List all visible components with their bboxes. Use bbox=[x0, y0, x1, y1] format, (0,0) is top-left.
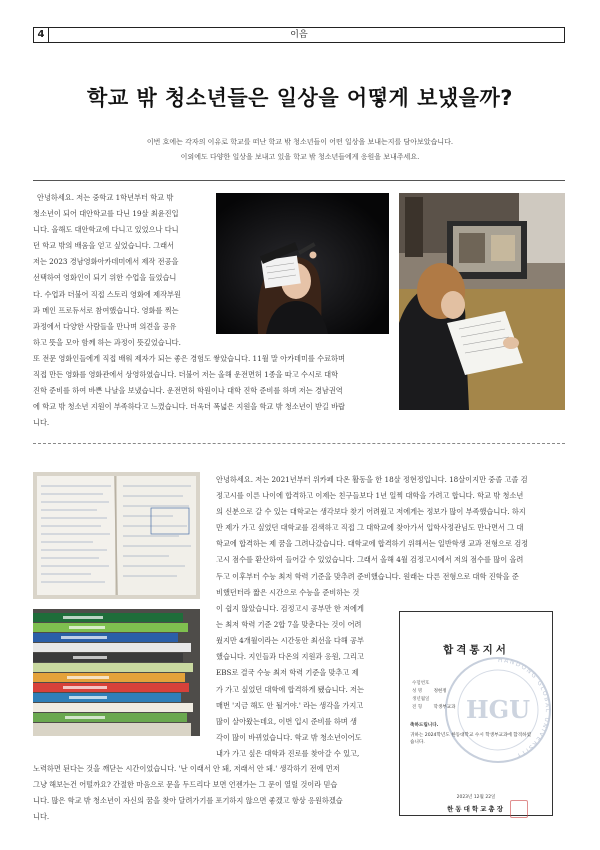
text-line: 하고 뜻을 모아 함께 하는 과정이 뜻깊었습니다. bbox=[33, 337, 181, 347]
cert-label: 성 명 bbox=[412, 689, 423, 694]
official-stamp-icon bbox=[510, 800, 528, 818]
cert-body-2: 습니다. bbox=[410, 740, 425, 745]
text-line: 니다. 올해도 대안학교에 다니고 있었으나 다니 bbox=[33, 225, 179, 235]
cert-label: 수험번호 bbox=[412, 681, 430, 686]
cert-field-name bbox=[412, 688, 447, 694]
cert-congrats: 축하드립니다. bbox=[410, 723, 439, 728]
cert-field-track bbox=[412, 704, 455, 710]
text-line: 니다. bbox=[33, 418, 50, 428]
cert-value: 학생부교과 bbox=[433, 705, 456, 710]
cert-body-1: 귀하는 2024학년도 한동대학교 수시 학생부교과에 합격하였 bbox=[410, 733, 532, 738]
text-line: 학교에 합격하는 제 꿈을 그려나갔습니다. 대학교에 합격하기 위해서는 일반학생 교과 전형으로 검정 bbox=[216, 539, 529, 549]
text-line: 과 메인 프로듀서로 참여했습니다. 영화를 찍는 bbox=[33, 305, 179, 315]
book-stack-photo-drawing bbox=[33, 609, 200, 736]
text-line: 니다. 많은 학교 밖 청소년이 자신의 꿈을 찾아 달려가기를 포기하지 않으면 좋겠고 항상 응원하겠습 bbox=[33, 796, 343, 806]
text-line: 다. 수업과 더불어 직접 스토리 영화에 제작부원 bbox=[33, 289, 181, 299]
story2-text-middle bbox=[216, 585, 390, 762]
text-line: 에 학교 밖 청소년 지원이 부족하다고 느꼈습니다. 더욱더 폭넓은 지원을 학교 밖 청소년이 받길 바랍 bbox=[33, 402, 345, 412]
text-line: 각이 많이 바뀌었습니다. 학교 밖 청소년이어도 bbox=[216, 732, 362, 742]
photo-notebook bbox=[33, 472, 200, 599]
text-line: 그냥 해보는건 어떨까요? 간절한 마음으로 문을 두드리다 보면 언젠가는 그 문이 열릴 것이라 믿습 bbox=[33, 780, 338, 790]
text-line: 선택하여 영화인이 되기 위한 수업을 들었습니 bbox=[33, 273, 177, 283]
page-title: 학교 밖 청소년들은 일상을 어떻게 보냈을까? bbox=[87, 86, 513, 110]
cert-date: 2023년 12월 22일 bbox=[456, 795, 496, 800]
text-line: 의 신분으로 갈 수 있는 대학교는 생각보다 찾기 어려웠고 저에게는 정보가 많이 부족했습니다. 하지 bbox=[216, 507, 526, 517]
intro-line-2: 이외에도 다양한 일상을 보내고 있을 학교 밖 청소년들에게 응원을 보내주세요. bbox=[180, 153, 420, 161]
text-line: 이 쉽지 않았습니다. 검정고시 공부만 한 저에게 bbox=[216, 604, 364, 614]
story1-text-bottom bbox=[33, 351, 389, 431]
acceptance-certificate bbox=[399, 611, 553, 816]
text-line: 과정에서 다양한 사람들을 만나며 의견을 공유 bbox=[33, 321, 177, 331]
text-line: 내가 가고 싶은 대학과 진로를 찾아갈 수 있고, bbox=[216, 748, 360, 758]
story1-text-top bbox=[33, 190, 211, 351]
intro-line-1: 이번 호에는 각자의 이유로 학교를 떠난 학교 밖 청소년들이 어떤 일상을 보내는지를 담아보았습니다. bbox=[146, 138, 454, 146]
text-line: 안녕하세요. 저는 2021년부터 위카페 다온 활동을 한 18살 정현정입니다. 18살이지만 중졸 고졸 검 bbox=[216, 475, 528, 484]
cert-value: 정현정 bbox=[433, 689, 447, 694]
story2-text-bottom bbox=[33, 761, 389, 825]
text-line: 했습니다. 지인들과 다온의 지원과 응원, 그리고 bbox=[216, 652, 364, 662]
university-seal-icon bbox=[442, 654, 554, 766]
text-line: 안녕하세요. 저는 중학교 1학년부터 학교 밖 bbox=[37, 193, 174, 202]
text-line: 직접 만든 영화를 영화관에서 상영하였습니다. 더불어 저는 올해 운전면허 1종을 따고 수시로 대학 bbox=[33, 370, 339, 380]
editing-photo-drawing bbox=[399, 193, 565, 410]
text-line: 웠지만 4개월이라는 시간동안 최선을 다해 공부 bbox=[216, 636, 364, 646]
text-line: 또 전문 영화인들에게 직접 배워 제자가 되는 좋은 경험도 쌓았습니다. 11월 말 아카데미를 수료하며 bbox=[33, 354, 345, 363]
story2-text-top bbox=[216, 472, 566, 585]
text-line: 고시 점수를 환산하여 들어갈 수 있었습니다. 그래서 올해 4월 검정고시에서 저의 점수를 많이 올려 bbox=[216, 555, 524, 565]
section-name: 이음 bbox=[290, 30, 308, 40]
svg-text:HGU: HGU bbox=[465, 695, 531, 724]
text-line: 저는 2023 경남영화아카데미에서 제작 전공을 bbox=[33, 257, 179, 267]
page-header bbox=[33, 27, 565, 43]
cert-issuer: 한동대학교총장 bbox=[447, 805, 505, 813]
dashed-divider bbox=[33, 443, 565, 444]
text-line: 매번 '지금 해도 안 될거야.' 라는 생각을 가지고 bbox=[216, 700, 364, 710]
text-line: 만 제가 가고 싶었던 대학교를 검색하고 직접 그 대학교에 찾아가서 입학사정관님도 만나면서 그 대 bbox=[216, 523, 524, 533]
text-line: 던 학교 밖의 배움을 얻고 싶었습니다. 그래서 bbox=[33, 241, 174, 251]
clapperboard-photo-drawing bbox=[216, 193, 389, 334]
cert-label: 전 형 bbox=[412, 705, 423, 710]
text-line: 두고 이후부터 수능 최저 학력 기준을 맞추려 준비했습니다. 원래는 다른 전형으로 대학 진학을 준 bbox=[216, 571, 519, 581]
text-line: 니다. bbox=[33, 812, 50, 822]
text-line: 많이 살아왔는데요, 이번 입시 준비를 하며 생 bbox=[216, 716, 357, 726]
photo-editing bbox=[399, 193, 565, 410]
cert-field-birthdate bbox=[412, 696, 429, 702]
text-line: EBS로 결국 수능 최저 학력 기준을 맞추고 제 bbox=[216, 668, 359, 678]
text-line: 청소년이 되어 대안학교를 다닌 19살 최윤진입 bbox=[33, 209, 179, 219]
photo-clapperboard bbox=[216, 193, 389, 334]
text-line: 비했던터라 짧은 시간으로 수능을 준비하는 것 bbox=[216, 588, 360, 597]
text-line: 정고시를 이른 나이에 합격하고 이제는 친구들보다 1년 일찍 대학을 가려고 합니다. 학교 밖 청소년 bbox=[216, 491, 524, 501]
certificate-title: 합격통지서 bbox=[443, 644, 509, 656]
photo-book-stack bbox=[33, 609, 200, 736]
notebook-photo-drawing bbox=[33, 472, 200, 599]
cert-label: 생년월일 bbox=[412, 697, 430, 702]
cert-field-exam-number bbox=[412, 680, 429, 686]
divider bbox=[33, 180, 565, 181]
svg-text:HANDONG GLOBAL UNIVERSITY: HANDONG GLOBAL UNIVERSITY bbox=[497, 656, 551, 760]
page-number: 4 bbox=[34, 28, 49, 42]
text-line: 는 최저 학력 기준 2합 7을 맞춘다는 것이 어려 bbox=[216, 620, 362, 630]
text-line: 가 가고 싶었던 대학에 합격하게 됐습니다. 저는 bbox=[216, 684, 364, 694]
text-line: 진학 준비를 하여 바쁜 나날을 보냈습니다. 운전면허 학원이나 대학 진학 준비를 하며 저는 경남권역 bbox=[33, 386, 343, 396]
text-line: 노력하면 된다는 것을 깨닫는 시간이었습니다. '난 이래서 안 돼, 저래서 안 돼.' 생각하기 전에 먼저 bbox=[33, 764, 340, 773]
